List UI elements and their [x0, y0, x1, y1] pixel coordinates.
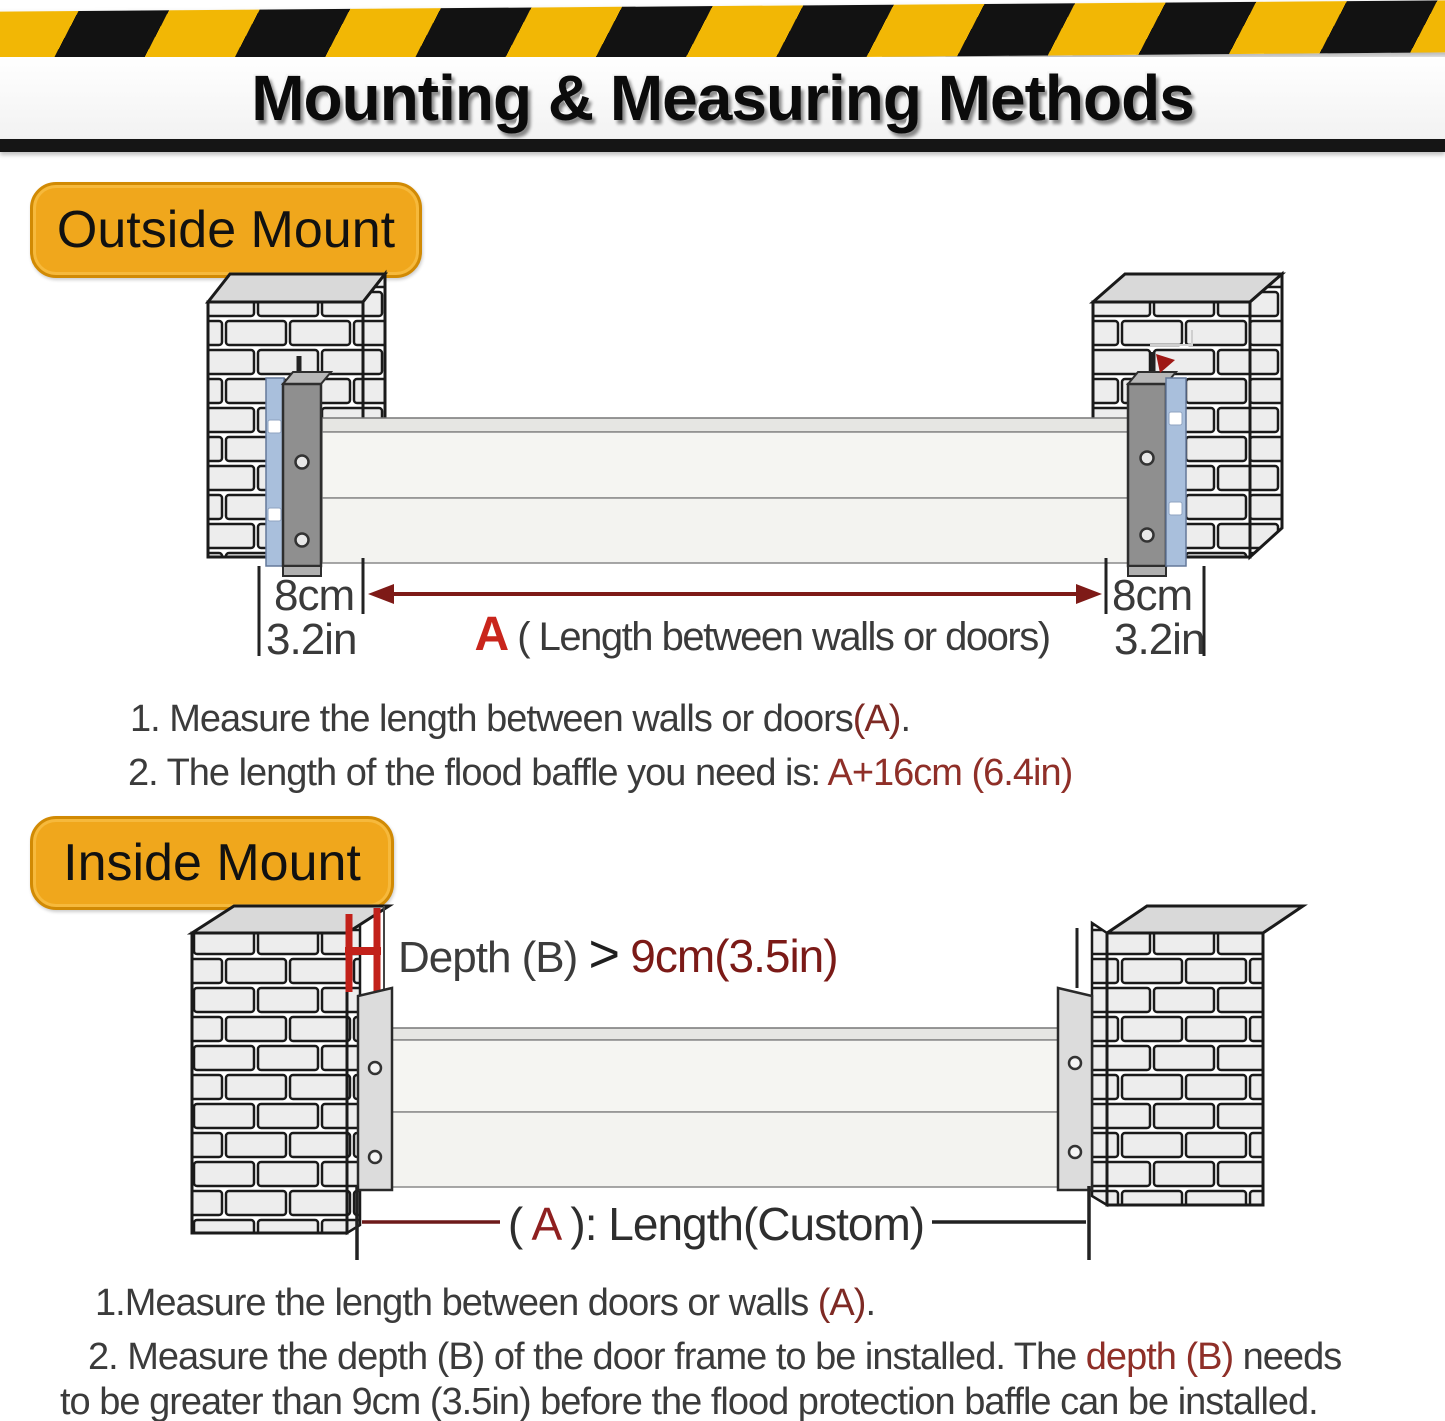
outside-step-2: [128, 752, 1072, 795]
inside-mount-badge-label: Inside Mount: [63, 834, 361, 892]
outside-step-1-period: .: [900, 698, 910, 740]
outside-mount-badge-label: Outside Mount: [56, 201, 396, 259]
inside-length-label: [508, 1198, 924, 1250]
inside-right-channel: [1058, 928, 1092, 1190]
hazard-stripe-banner: [0, 0, 1445, 64]
span-length-label-rest: ( Length between walls or doors): [517, 615, 1050, 659]
inside-step-2-text: 2. Measure the depth (B) of the door frame to be installed. The: [88, 1336, 1086, 1378]
inside-step-2-line-1: [88, 1336, 1341, 1379]
dim-left-cm-label: 8cm: [274, 571, 355, 620]
outside-mount-diagram: [140, 260, 1330, 690]
inside-step-1: [95, 1282, 875, 1325]
title-band: [0, 57, 1445, 139]
inside-step-2-highlight: depth (B): [1085, 1336, 1234, 1378]
greater-than-symbol: >: [588, 924, 620, 984]
inside-step-1-period: .: [865, 1282, 875, 1324]
depth-label-value: 9cm(3.5in): [630, 930, 838, 982]
outside-step-1: [130, 698, 910, 741]
span-length-label: [474, 608, 1049, 661]
inside-step-1-highlight: (A): [817, 1282, 866, 1324]
inside-step-1-text: 1.Measure the length between doors or walls: [95, 1282, 818, 1324]
outside-step-1-text: 1. Measure the length between walls or doors: [130, 698, 853, 740]
dim-left-in-label: 3.2in: [266, 615, 357, 664]
dim-right-in-label: 3.2in: [1114, 615, 1205, 664]
depth-label-text: Depth (B): [398, 933, 589, 982]
inside-flood-barrier-panels: [392, 1028, 1058, 1187]
inside-length-label-rest: ): Length(Custom): [570, 1198, 925, 1250]
outside-flood-barrier-panels: [322, 418, 1128, 563]
span-length-label-a: A: [474, 608, 508, 661]
dim-right-cm-label: 8cm: [1112, 571, 1193, 620]
inside-left-channel: [358, 988, 392, 1190]
outside-step-1-highlight: (A): [852, 698, 901, 740]
depth-label: [398, 924, 838, 984]
inside-length-label-open: (: [507, 1198, 523, 1250]
inside-mount-diagram: [150, 895, 1340, 1275]
inside-step-2-line-2: [60, 1381, 1318, 1421]
page-title: Mounting & Measuring Methods: [251, 62, 1194, 134]
outside-left-channel: [266, 356, 331, 576]
length-arrow: [368, 584, 1102, 604]
outside-step-2-text: 2. The length of the flood baffle you need is:: [128, 752, 828, 794]
outside-step-2-highlight: A+16cm (6.4in): [827, 752, 1073, 794]
inside-step-2-continued: to be greater than 9cm (3.5in) before the flood protection baffle can be installed.: [60, 1381, 1318, 1421]
inside-right-brick-pillar: [1092, 906, 1303, 1205]
inside-step-2-suffix: needs: [1233, 1336, 1342, 1378]
header-divider-bar: [0, 139, 1445, 152]
inside-length-label-a: A: [531, 1198, 559, 1250]
